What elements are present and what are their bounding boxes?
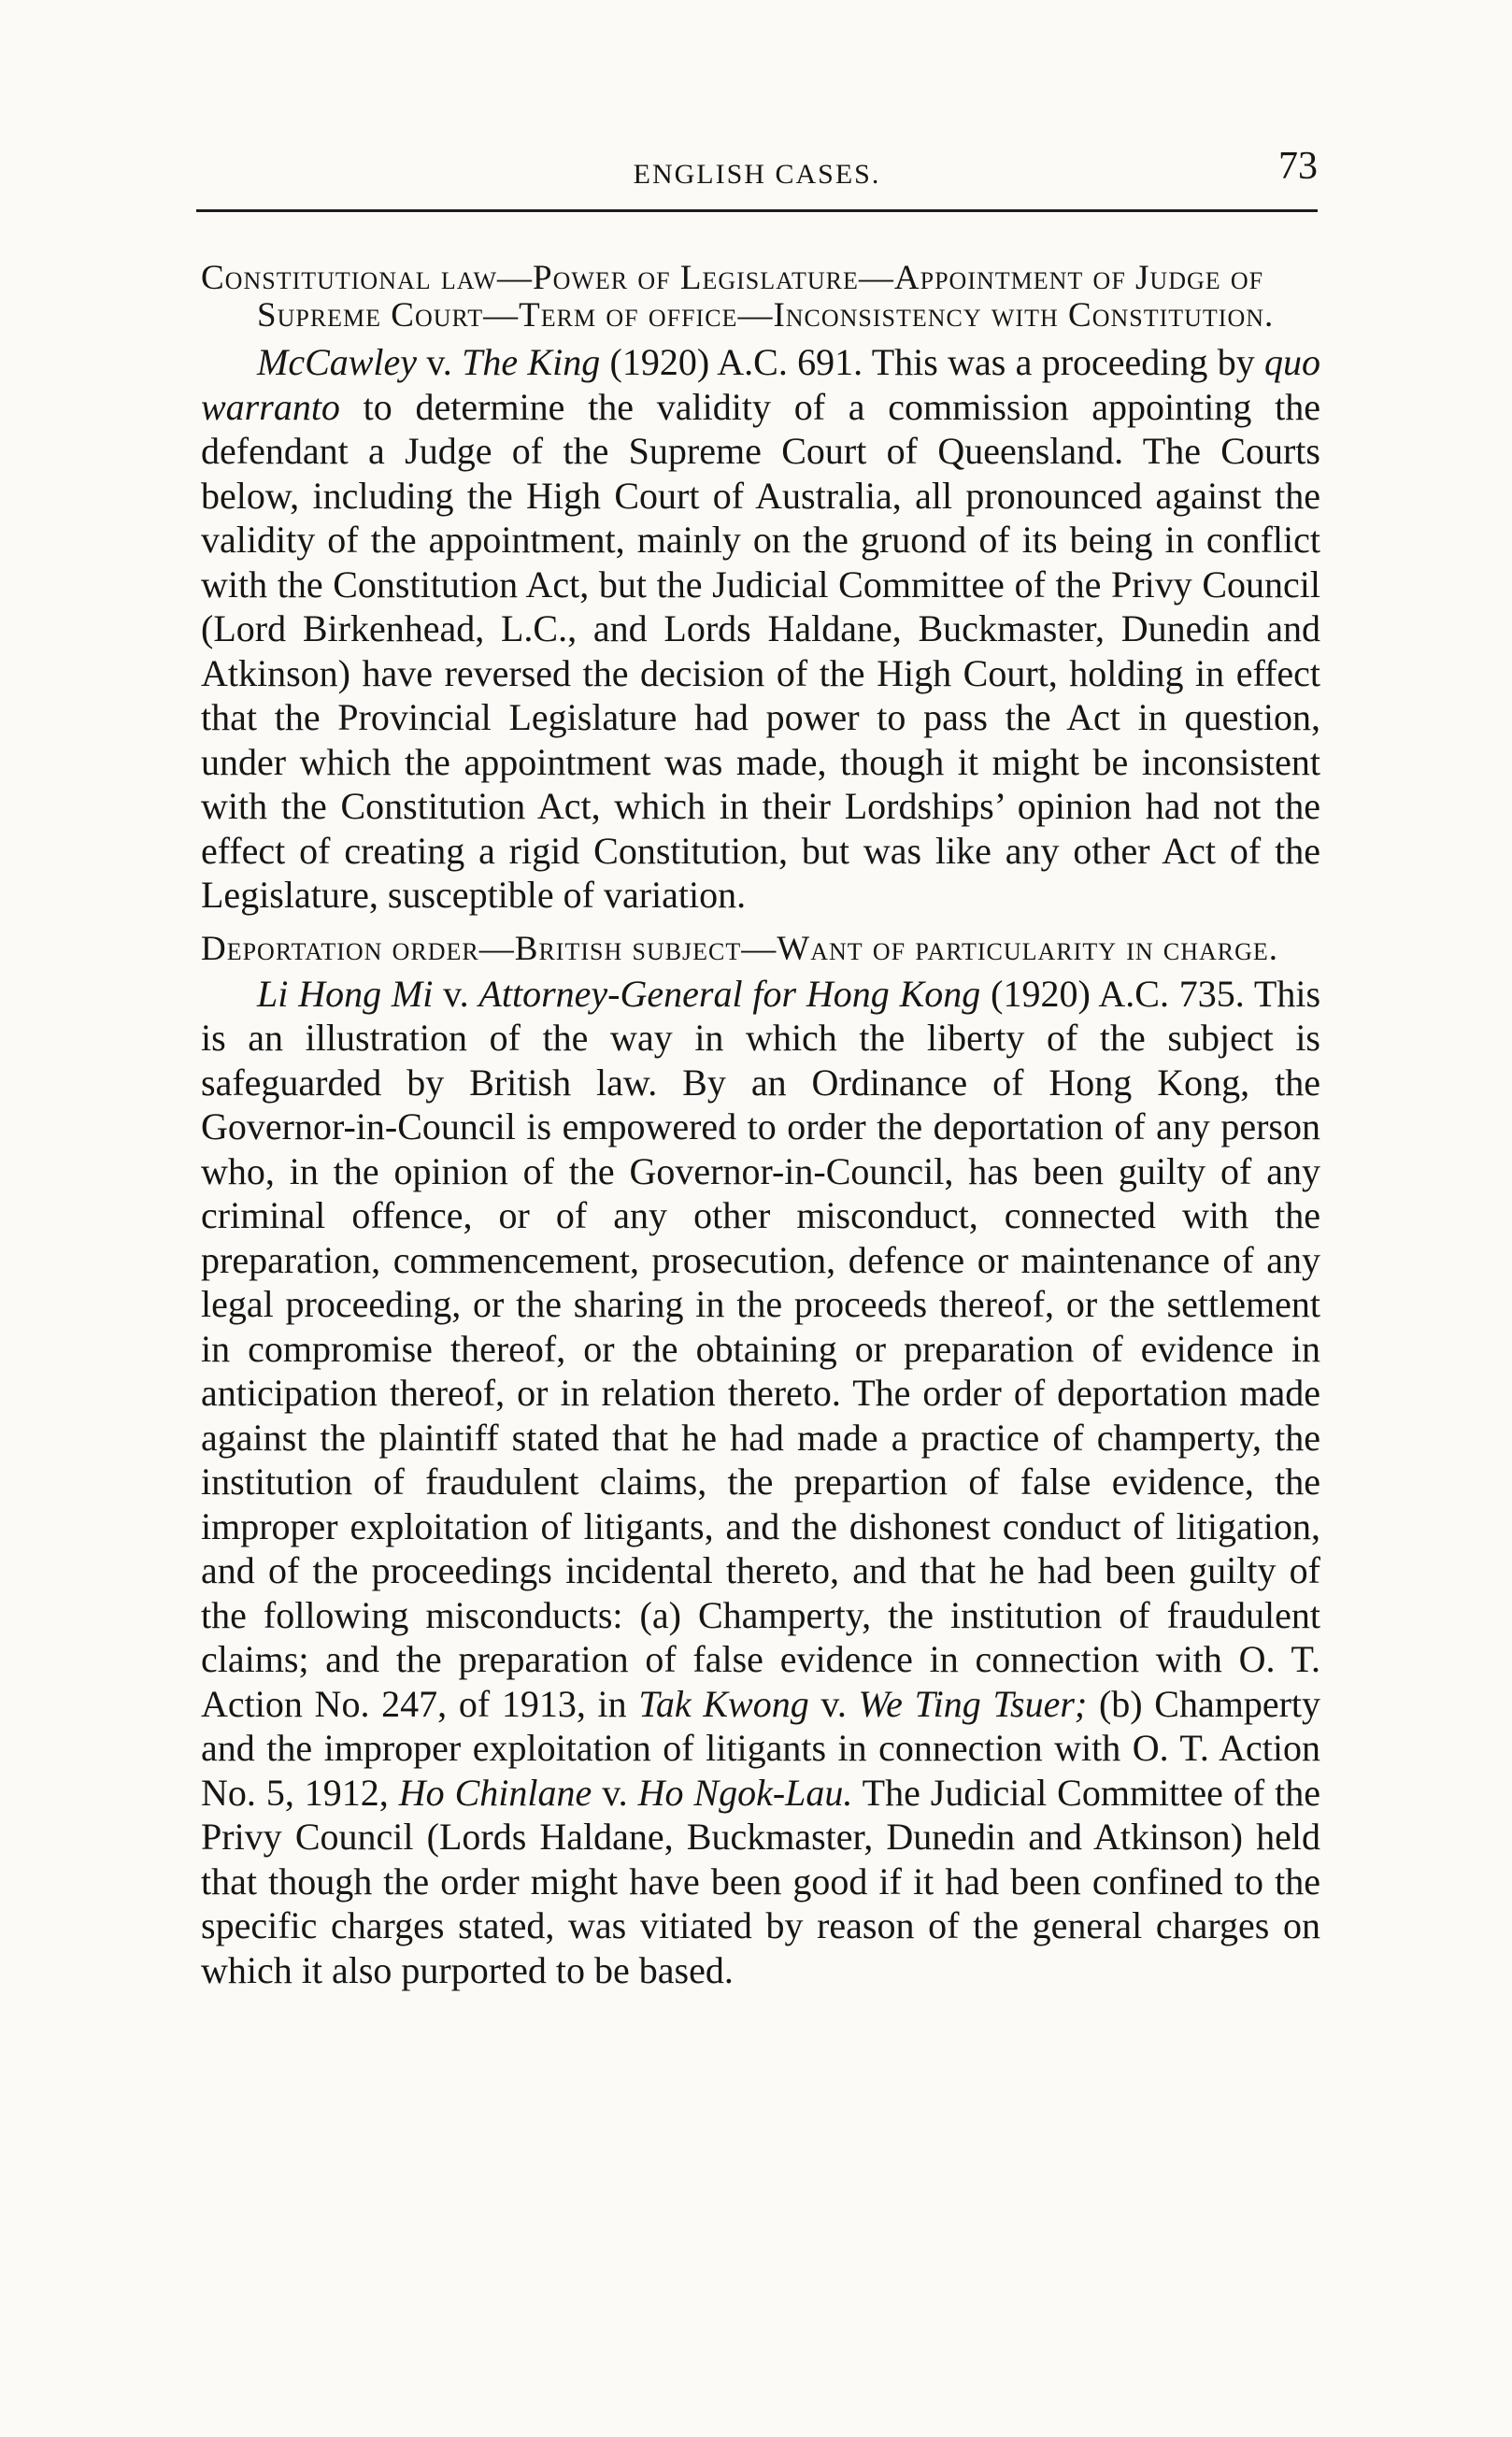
page-header [196,140,1318,206]
case-body: to determine the validity of a commission appointing the defendant a Judge of the Supreme Court of Queensland. The Courts below, including the High Court of Australia, all pronounced against the validity of the appointment, mainly on the gruond of its being in conflict with the Constitution Act, but the Judicial Committee of the Privy Council (Lord Birkenhead, L.C., and Lords Haldane, Buckmaster, Dunedin and Atkinson) have reversed the decision of the High Court, holding in effect that the Provincial Legislature had power to pass the Act in question, under which the appointment was made, though it might be inconsistent with the Constitution Act, which in their Lordships’ opinion had not the effect of creating a rigid Constitution, but was like any other Act of the Legislature, susceptible of variation. [201,385,1320,916]
writ-name: quo warranto [201,341,1321,428]
section-heading-deportation-order: Deportation order—British subject—Want of particularity in charge. [201,929,1279,968]
case-versus: v. [417,341,463,383]
case-citation-and-body: (1920) A.C. 735. This is an illustration of the way in which the liberty of the subject is safeguarded by British law. By an Ordinance of Hong Kong, the Governor-in-Council is empowered to order the deportation of any person who, in the opinion of the Governor-in-Council, has been guilty of any criminal offence, or of any other misconduct, connected with the preparation, commencement, prosecution, defence or maintenance of any legal proceeding, or the sharing in the proceeds thereof, or the settlement in compromise thereof, or the obtaining or preparation of evidence in anticipation thereof, or in relation thereto. The order of deportation made against the plaintiff stated that he had made a practice of champerty, the institution of fraudulent claims, the prepartion of false evidence, the improper exploitation of litigants, and the dishonest conduct of litigation, and of the proceedings incidental thereto, and that he had been guilty of the following misconducts: (a) Champerty, the institution of fraudulent claims; and the preparation of false evidence in connection with O. T. Action No. 247, of 1913, in [201,972,1321,1725]
header-rule [196,209,1318,212]
case-name: Li Hong Mi [257,972,434,1015]
case-body-middle: (b) Champerty and the improper exploitation of litigants in connection with O. T. Action No. 5, 1912, [201,1682,1321,1814]
case-body-end: The Judicial Committee of the Privy Council (Lords Haldane, Buckmaster, Dunedin and Atkinson) held that though the order might have been good if it had been confined to the specific charges stated, was vitiated by reason of the general charges on which it also purported to be based. [201,1771,1320,1991]
page-body [201,260,1320,1992]
cited-case-name-respondent: We Ting Tsuer; [858,1682,1088,1725]
cited-case-name-2: Ho Chinlane [398,1771,592,1814]
running-head: ENGLISH CASES. [633,159,881,190]
case-name-respondent: Attorney-General for Hong Kong [478,972,981,1015]
case-paragraph-li-hong-mi [201,972,1320,1993]
section-heading-constitutional-law: Constitutional law—Power of Legislature—Appointment of Judge of Supreme Court—Term of office—Inconsistency with Constitution. [201,259,1275,335]
cited-case-versus-2: v. [592,1771,638,1814]
cited-case-name-respondent-2: Ho Ngok-Lau. [637,1771,853,1814]
case-paragraph-mccawley [201,340,1320,918]
cited-case-versus: v. [808,1682,859,1725]
case-name: McCawley [257,341,418,383]
case-versus: v. [433,972,479,1015]
cited-case-name: Tak Kwong [638,1682,809,1725]
case-citation: (1920) A.C. 691. This was a proceeding by [600,341,1265,383]
page-number: 73 [1278,145,1318,188]
case-name-respondent: The King [462,341,601,383]
